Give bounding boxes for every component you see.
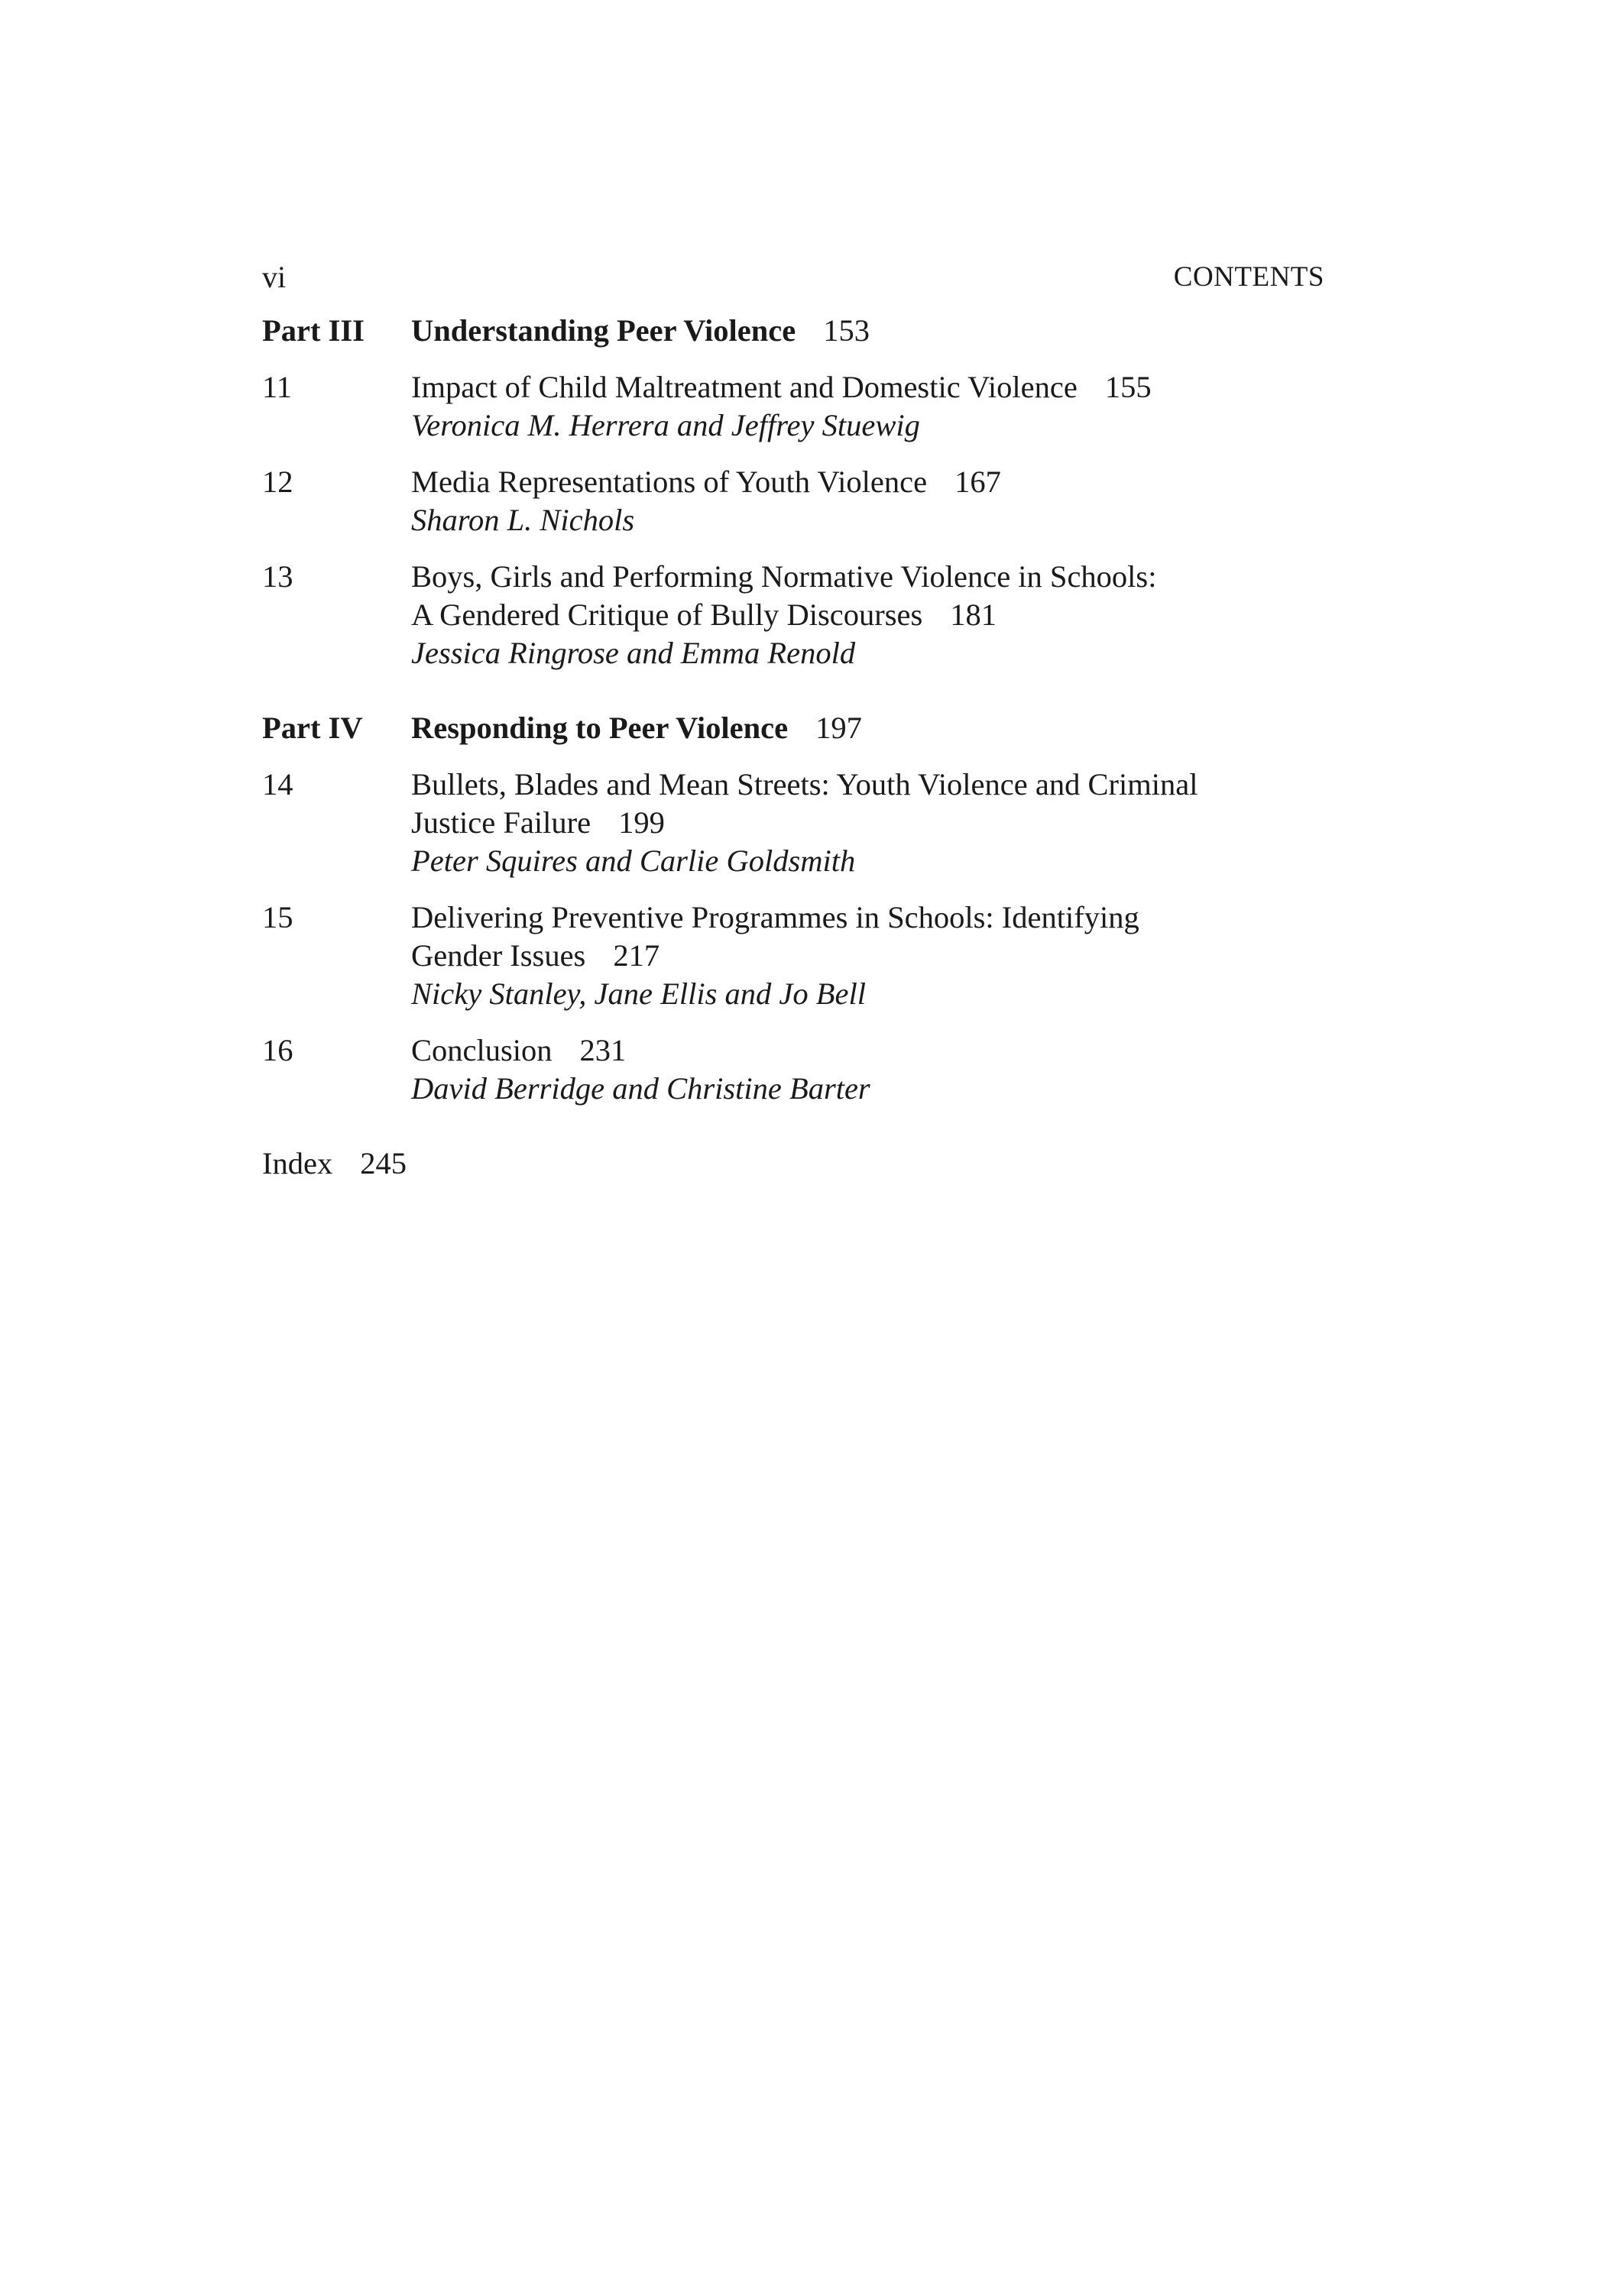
chapter-number: 12 <box>262 465 293 499</box>
chapter-authors: Peter Squires and Carlie Goldsmith <box>411 844 856 878</box>
chapter-title-line: A Gendered Critique of Bully Discourses <box>411 597 923 632</box>
chapter-page-number: 155 <box>1104 370 1152 404</box>
chapter-authors: Nicky Stanley, Jane Ellis and Jo Bell <box>411 976 866 1011</box>
toc-chapter-15 <box>262 899 1363 1013</box>
chapter-title-line: Justice Failure <box>411 805 591 840</box>
chapter-page-number: 217 <box>613 938 660 973</box>
part-title: Responding to Peer Violence <box>411 711 789 745</box>
chapter-page-number: 199 <box>618 805 665 840</box>
chapter-title-line: Boys, Girls and Performing Normative Violence in Schools: <box>411 559 1157 594</box>
page-folio: vi <box>262 260 287 294</box>
chapter-page-number: 167 <box>954 465 1001 499</box>
chapter-title <box>411 368 1363 406</box>
chapter-title <box>411 1031 1363 1070</box>
index-label: Index <box>262 1146 333 1180</box>
part-label: Part III <box>262 313 365 348</box>
chapter-title-line: Impact of Child Maltreatment and Domestic Violence <box>411 370 1078 404</box>
running-title: CONTENTS <box>1173 261 1324 293</box>
toc-chapter-12 <box>262 463 1363 539</box>
chapter-title-line: Delivering Preventive Programmes in Schools: Identifying <box>411 900 1139 934</box>
part-title: Understanding Peer Violence <box>411 313 796 348</box>
toc-chapter-13 <box>262 558 1363 672</box>
chapter-title <box>411 804 1363 842</box>
toc-part-3 <box>262 312 1363 350</box>
chapter-page-number: 181 <box>950 597 997 632</box>
chapter-page-number: 231 <box>579 1033 627 1067</box>
toc-index <box>262 1145 1363 1183</box>
chapter-title-line: Media Representations of Youth Violence <box>411 465 928 499</box>
toc-chapter-11 <box>262 368 1363 445</box>
table-of-contents <box>262 312 1363 1183</box>
index-page-number: 245 <box>360 1146 407 1180</box>
chapter-authors: David Berridge and Christine Barter <box>411 1071 870 1106</box>
chapter-authors: Sharon L. Nichols <box>411 503 635 537</box>
chapter-title <box>411 463 1363 501</box>
chapter-title <box>411 937 1363 975</box>
chapter-authors: Jessica Ringrose and Emma Renold <box>411 636 856 670</box>
chapter-title-line: Conclusion <box>411 1033 553 1067</box>
running-head <box>262 258 1324 296</box>
chapter-number: 13 <box>262 559 293 594</box>
toc-chapter-16 <box>262 1031 1363 1108</box>
part-page-number: 197 <box>815 711 862 745</box>
chapter-title <box>411 596 1363 634</box>
toc-part-4 <box>262 709 1363 747</box>
chapter-number: 14 <box>262 767 293 801</box>
toc-chapter-14 <box>262 766 1363 880</box>
chapter-number: 11 <box>262 370 292 404</box>
chapter-number: 16 <box>262 1033 293 1067</box>
chapter-title-line: Bullets, Blades and Mean Streets: Youth Violence and Criminal <box>411 767 1198 801</box>
part-label: Part IV <box>262 711 363 745</box>
chapter-authors: Veronica M. Herrera and Jeffrey Stuewig <box>411 408 920 442</box>
part-page-number: 153 <box>823 313 870 348</box>
chapter-number: 15 <box>262 900 293 934</box>
chapter-title-line: Gender Issues <box>411 938 586 973</box>
